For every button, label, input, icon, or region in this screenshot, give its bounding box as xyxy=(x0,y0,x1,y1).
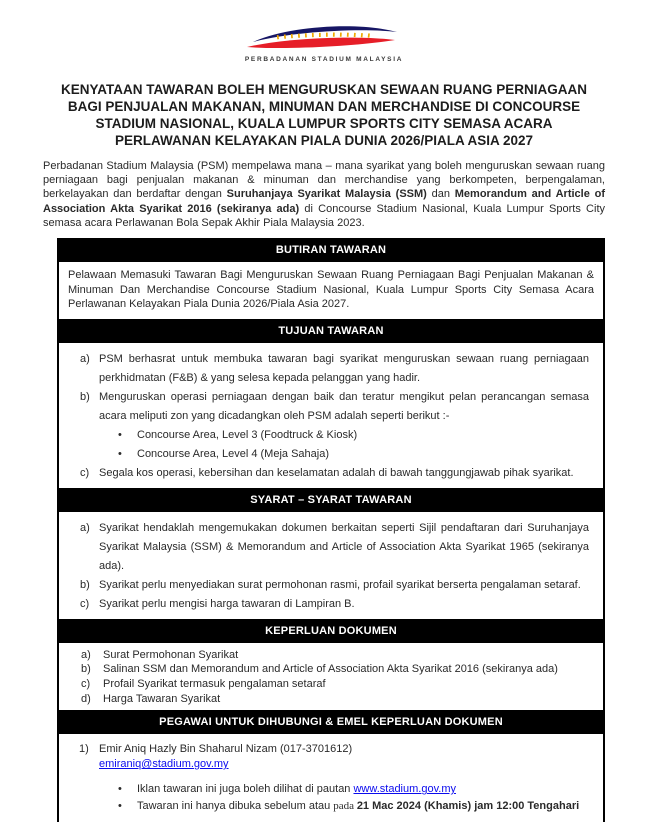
list-item-tujuan-c xyxy=(59,464,591,483)
intro-paragraph xyxy=(43,159,605,230)
closing-date: 21 Mac 2024 (Khamis) jam 12:00 Tengahari xyxy=(356,800,580,813)
list-item-text: Harga Tawaran Syarikat xyxy=(103,692,221,705)
list-item-text: Syarikat perlu menyediakan surat permohonan rasmi, profail syarikat berserta pengalaman setaraf. xyxy=(99,578,581,591)
section-header-syarat-tawaran: SYARAT – SYARAT TAWARAN xyxy=(59,488,603,512)
intro-seg3: di Concourse Stadium Nasional, Kuala Lumpur Sports City semasa acara Perlawanan Bola Sepak Akhir Piala Malaysia 2023. xyxy=(43,202,605,229)
logo-caption: PERBADANAN STADIUM MALAYSIA xyxy=(244,56,404,63)
bullet-text: Tawaran ini hanya dibuka sebelum atau xyxy=(137,800,334,813)
bullet-text-pada: pada xyxy=(333,800,357,813)
pegawai-bullets xyxy=(59,781,593,815)
contact-item xyxy=(59,742,593,772)
list-item-text: Surat Permohonan Syarikat xyxy=(103,648,239,661)
intro-bold-memorandum: Memorandum and Article of Association Akta Syarikat 2016 (sekiranya ada) xyxy=(43,188,605,215)
section-header-pegawai-dihubungi: PEGAWAI UNTUK DIHUBUNGI & EMEL KEPERLUAN DOKUMEN xyxy=(59,710,603,734)
list-marker: c) xyxy=(80,466,90,479)
bullet-text: Iklan tawaran ini juga boleh dilihat di pautan xyxy=(137,783,354,796)
list-item-text: Syarikat perlu mengisi harga tawaran di Lampiran B. xyxy=(99,597,355,610)
section-header-keperluan-dokumen: KEPERLUAN DOKUMEN xyxy=(59,619,603,643)
section-body-keperluan xyxy=(59,643,603,710)
list-marker: b) xyxy=(80,578,90,591)
page-title: KENYATAAN TAWARAN BOLEH MENGURUSKAN SEWAAN RUANG PERNIAGAAN BAGI PENJUALAN MAKANAN, MINUMAN DAN MERCHANDISE DI CONCOURSE STADIUM NASIONAL, KUALA LUMPUR SPORTS CITY SEMASA ACARA PERLAWANAN KELAYAKAN PIALA DUNIA 2026/PIALA ASIA 2027 xyxy=(60,82,587,148)
contact-name: Emir Aniq Hazly Bin Shaharul Nizam (017-3701612) xyxy=(99,743,353,756)
list-item-text: Menguruskan operasi perniagaan dengan baik dan teratur mengikut pelan perancangan semasa acara meliputi zon yang dicadangkan oleh PSM adalah seperti berikut :- xyxy=(99,390,589,422)
list-item-text: Profail Syarikat termasuk pengalaman setaraf xyxy=(103,677,326,690)
notice-table xyxy=(57,238,605,822)
website-link[interactable]: www.stadium.gov.my xyxy=(353,783,456,796)
intro-bold-ssm: Suruhanjaya Syarikat Malaysia (SSM) xyxy=(226,188,427,201)
intro-seg2: dan xyxy=(426,188,455,201)
list-item-tujuan-a xyxy=(59,350,591,388)
list-item-syarat-a xyxy=(59,519,591,576)
bullet-item-concourse-l4: • Concourse Area, Level 4 (Meja Sahaja) xyxy=(59,445,591,464)
section-header-butiran-tawaran: BUTIRAN TAWARAN xyxy=(59,238,603,262)
list-item-text: Segala kos operasi, kebersihan dan keselamatan adalah di bawah tanggungjawab pihak syarikat. xyxy=(99,466,574,479)
list-item-dokumen-a xyxy=(59,648,593,663)
list-marker: d) xyxy=(81,692,91,705)
list-marker: b) xyxy=(81,663,91,676)
list-item-text: Syarikat hendaklah mengemukakan dokumen berkaitan seperti Sijil pendaftaran dari Suruhanjaya Syarikat Malaysia (SSM) & Memorandum and Article of Association Akta Syarikat 1965 (sekiranya ada). xyxy=(99,521,589,572)
section-body-pegawai xyxy=(59,734,603,822)
section-body-butiran: Pelawaan Memasuki Tawaran Bagi Menguruskan Sewaan Ruang Perniagaan Bagi Penjualan Makanan & Minuman Dan Merchandise Concourse Stadium Nasional, Kuala Lumpur Sports City Semasa Acara Perlawanan Kelayakan Piala Dunia 2026/Piala Asia 2027. xyxy=(59,262,603,319)
list-item-tujuan-b xyxy=(59,388,591,426)
list-item-syarat-c xyxy=(59,595,591,614)
list-item-dokumen-b xyxy=(59,662,593,677)
list-item-dokumen-d xyxy=(59,692,593,707)
list-marker: c) xyxy=(80,597,90,610)
list-marker: a) xyxy=(81,648,91,661)
contact-email-link[interactable]: emiraniq@stadium.gov.my xyxy=(99,758,229,771)
bullet-item-iklan xyxy=(59,781,593,798)
list-item-text: PSM berhasrat untuk membuka tawaran bagi syarikat menguruskan sewaan ruang perniagaan perkhidmatan (F&B) & yang selesa kepada pelanggan yang hadir. xyxy=(99,352,589,384)
list-marker: 1) xyxy=(79,743,89,756)
list-marker: a) xyxy=(80,521,90,534)
intro-seg1: Perbadanan Stadium Malaysia (PSM) mempelawa mana – mana syarikat yang boleh menguruskan sewaan ruang perniagaan bagi penjualan makanan & minuman dan merchandise yang berkompeten, berpengalaman, berkelayakan dan berdaftar dengan xyxy=(43,160,605,201)
list-marker: b) xyxy=(80,390,90,403)
psm-logo xyxy=(43,22,605,63)
list-item-text: Salinan SSM dan Memorandum and Article of Association Akta Syarikat 2016 (sekiranya ada) xyxy=(103,663,558,676)
bullet-item-tarikh-tutup xyxy=(59,798,593,815)
list-marker: a) xyxy=(80,352,90,365)
list-item-dokumen-c xyxy=(59,677,593,692)
section-header-tujuan-tawaran: TUJUAN TAWARAN xyxy=(59,319,603,343)
bullet-item-concourse-l3: • Concourse Area, Level 3 (Foodtruck & Kiosk) xyxy=(59,426,591,445)
list-item-syarat-b xyxy=(59,576,591,595)
stadium-swoosh-icon xyxy=(243,22,405,52)
list-marker: c) xyxy=(81,677,91,690)
section-body-tujuan xyxy=(59,343,603,488)
section-body-syarat xyxy=(59,512,603,619)
